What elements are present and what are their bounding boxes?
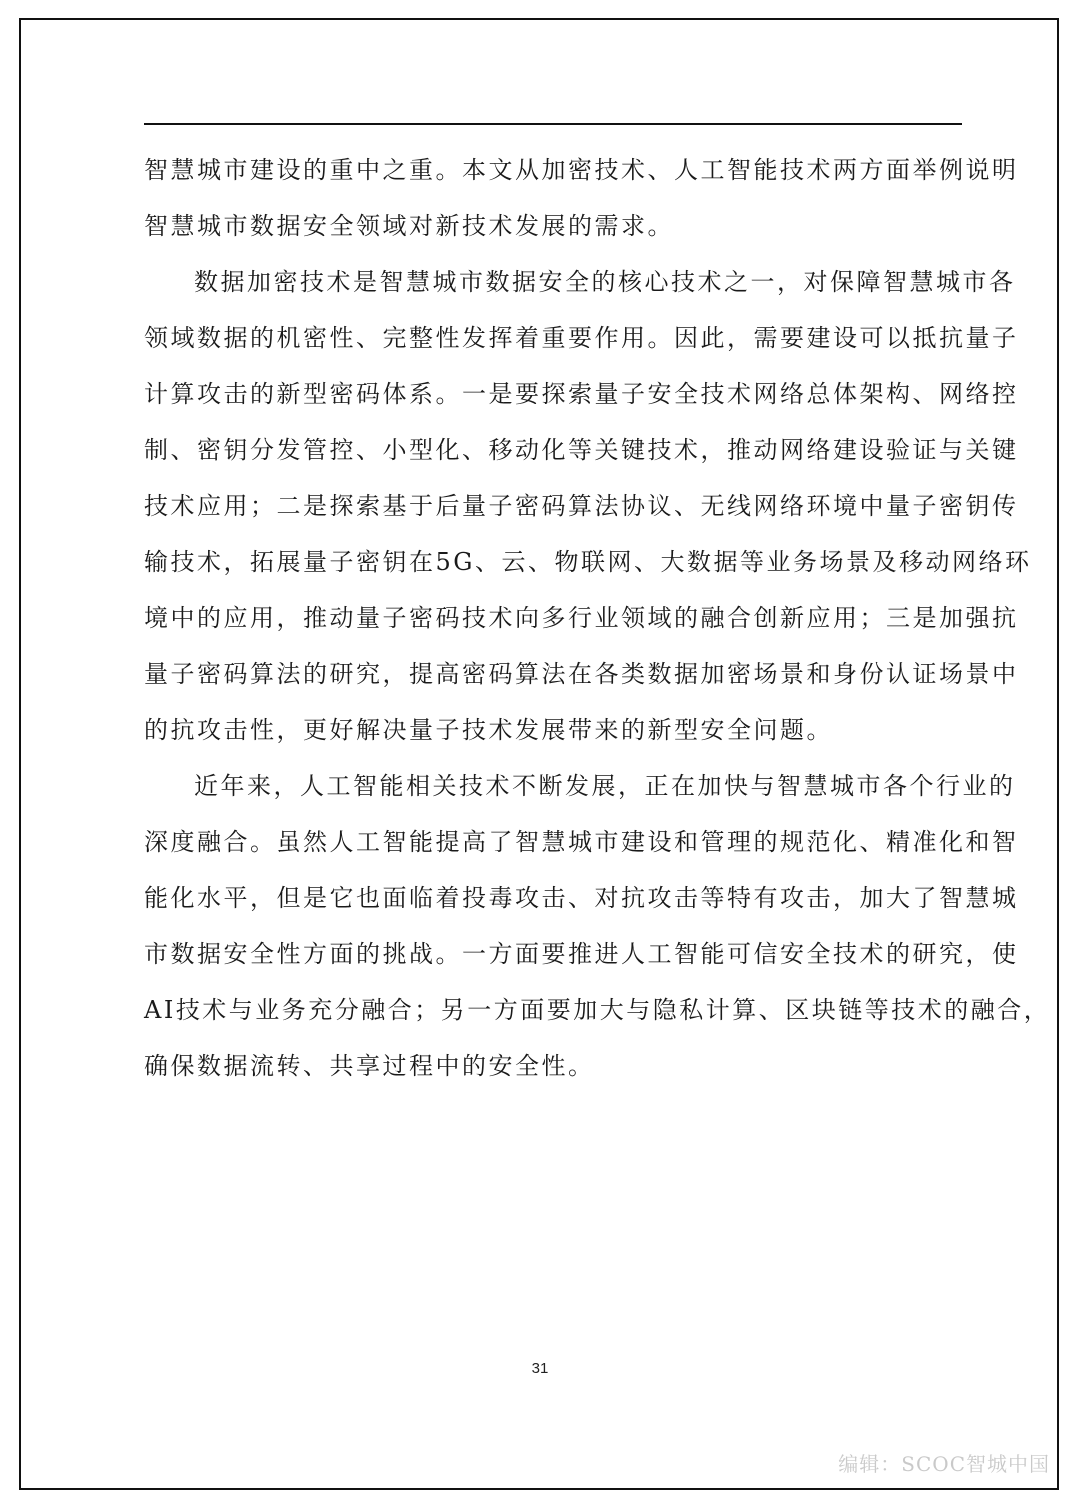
text-line: 深度融合。虽然人工智能提高了智慧城市建设和管理的规范化、精准化和智 <box>144 828 1019 856</box>
watermark: 编辑：SCOC智城中国 <box>838 1452 1050 1476</box>
text-line: 境中的应用，推动量子密码技术向多行业领域的融合创新应用；三是加强抗 <box>144 604 1019 632</box>
text-line: 领域数据的机密性、完整性发挥着重要作用。因此，需要建设可以抵抗量子 <box>144 324 1019 352</box>
text-line: AI技术与业务充分融合；另一方面要加大与隐私计算、区块链等技术的融合， <box>144 996 1051 1024</box>
text-line: 计算攻击的新型密码体系。一是要探索量子安全技术网络总体架构、网络控 <box>144 380 1019 408</box>
text-line: 的抗攻击性，更好解决量子技术发展带来的新型安全问题。 <box>144 716 833 744</box>
text-line: 近年来，人工智能相关技术不断发展，正在加快与智慧城市各个行业的 <box>194 772 1016 800</box>
text-line: 智慧城市建设的重中之重。本文从加密技术、人工智能技术两方面举例说明 <box>144 156 1019 184</box>
text-line: 智慧城市数据安全领域对新技术发展的需求。 <box>144 212 674 240</box>
page-number: 31 <box>531 1360 549 1377</box>
header-rule <box>144 123 962 125</box>
text-line: 制、密钥分发管控、小型化、移动化等关键技术，推动网络建设验证与关键 <box>144 436 1019 464</box>
text-line: 确保数据流转、共享过程中的安全性。 <box>144 1052 595 1080</box>
text-line: 技术应用；二是探索基于后量子密码算法协议、无线网络环境中量子密钥传 <box>144 492 1019 520</box>
body-text <box>144 142 1051 1094</box>
text-line: 能化水平，但是它也面临着投毒攻击、对抗攻击等特有攻击，加大了智慧城 <box>144 884 1019 912</box>
text-line: 输技术，拓展量子密钥在5G、云、物联网、大数据等业务场景及移动网络环 <box>144 548 1032 576</box>
text-line: 量子密码算法的研究，提高密码算法在各类数据加密场景和身份认证场景中 <box>144 660 1019 688</box>
text-line: 市数据安全性方面的挑战。一方面要推进人工智能可信安全技术的研究，使 <box>144 940 1019 968</box>
text-line: 数据加密技术是智慧城市数据安全的核心技术之一，对保障智慧城市各 <box>194 268 1016 296</box>
